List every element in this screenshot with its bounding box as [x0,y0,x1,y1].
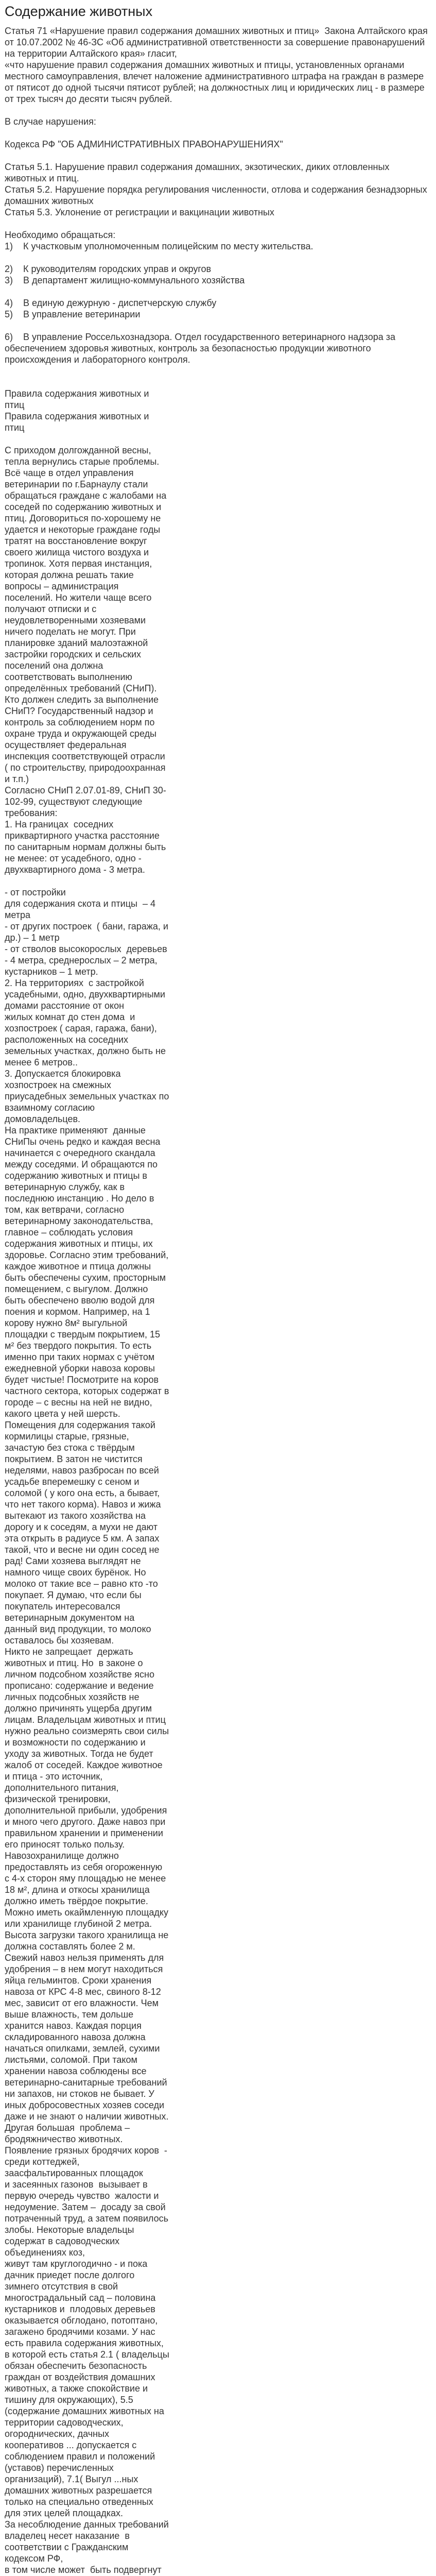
blank-line [5,365,433,377]
paragraph: - от других построек ( бани, гаража, и др.) – 1 метр [5,921,171,943]
blank-line [5,433,169,445]
paragraph: Кодекса РФ "ОБ АДМИНИСТРАТИВНЫХ ПРАВОНАРУШЕНИЯХ" [5,139,283,149]
blank-line [5,377,433,388]
paragraph: Согласно СНиП 2.07.01-89, СНиП 30-102-99, существуют следующие требования: [5,785,166,818]
paragraph: Другая большая проблема – бродяжничество животных. Появление грязных бродячих коров - среди коттеджей, заасфальтированных площадок и засеянных газонов вызывает в первую очередь чувство жалости и недоумение. Затем – досаду за свой потраченный труд, а затем появилось злобы. Некоторые владельцы содержат в садоводческих объединениях коз, живут там круглогодично - и пока дачник приедет после долгого зимнего отсутствия в свой многострадальный сад – половина кустарников и плодовых деревьев оказывается обглодано, потоптано, загажено бродячими козами. У нас есть правила содержания животных, в которой есть статья 2.1 ( владельцы обязан обеспечить безопасность граждан от воздействия домашних животных, а также спокойствие и тишину для окружающих), 5.5 (содержание домашних животных на территории садоводческих, огороднических, дачных кооперативов ... допускается с соблюдением правил и положений (уставов) перечисленных организаций), 7.1( Выгул ...ных домашних животных разрешается только на специально отведенных для этих целей площадках. [5,2123,169,2518]
blank-line [5,875,169,887]
paragraph: 3. Допускается блокировка хозпостроек на смежных приусадебных земельных участках по взаимному согласию домовладельцев. [5,1069,172,1124]
paragraph: Правила содержания животных и птиц [5,411,152,433]
paragraph: Никто не запрещает держать животных и птиц. Но в законе о личном подсобном хозяйстве ясно прописано: содержание и ведение личных подсобных хозяйств не должно причинять ущерба другим лицам. Владельцам животных и птиц нужно реально соизмерять свои силы и возможности по содержанию и уходу за животных. Тогда не будет жалоб от соседей. Каждое животное и птица - это источник, дополнительного питания, физической тренировки, дополнительной прибыли, удобрения и много чего другого. Даже навоз при правильном хранении и применении его приносят только пользу. Навозохранилище должно предоставлять из себя огороженную с 4-х сторон яму площадью не менее 18 м², длина и откосы хранилища должно иметь твёрдое покрытие. Можно иметь окаймленную площадку или хранилище глубиной 2 метра. Высота загрузки такого хранилища не должна составлять более 2 м. Свежий навоз нельзя применять для удобрения – в нем могут находиться яйца гельминтов. Сроки хранения навоза от КРС 4-8 мес, свиного 8-12 мес, зависит от его влажности. Чем выше влажность, тем дольше хранится навоз. Каждая порция складированного навоза должна начаться опилками, землей, сухими листьями, соломой. При таком хранении навоза соблюдены все ветеринарно-санитарные требований ни запахов, ни стоков не бывает. У иных добросовестных хозяев соседи даже и не знают о наличии животных. [5,1647,172,2122]
paragraph: - от постройки для содержания скота и птицы – 4 метра [5,887,156,920]
document-body [5,25,433,2576]
paragraph: 2. На территориях с застройкой усадебными, одно, двухквартирными домами расстояние от окон жилых комнат до стен дома и хозпостроек ( сарая, гаража, бани), расположенных на соседних земельных участках, должно быть не менее 6 метров.. [5,978,166,1067]
blank-line [5,218,433,229]
paragraph: С приходом долгожданной весны, тепла вернулись старые проблемы. Всё чаще в отдел управления ветеринарии по г.Барнаулу стали обращаться граждане с жалобами на соседей по содержанию животных и птиц. Договориться по-хорошему не удается и некоторые граждане годы тратят на восстановление вокруг своего жилища чистого воздуха и тропинок. Хотя первая инстанция, которая должна решать такие вопросы – администрация поселений. Но жители чаще всего получают отписки и с неудовлетворенными хозяевами ничего поделать не могут. При планировке зданий малоэтажной застройки городских и сельских поселений она должна соответствовать выполнению определённых требований (СНиП). Кто должен следить за выполнение СНиП? Государственный надзор и контроль за соблюдением норм по охране труда и окружающей среды осуществляет федеральная инспекция соответствующей отрасли ( по строительству, природоохранная и т.п.) [5,445,167,784]
paragraph: За несоблюдение данных требований владелец несет наказание в соответствии с Гражданским кодексом РФ, в том числе может быть подвергнут [5,2519,169,2575]
blank-line [5,150,433,161]
paragraph: Статья 5.1. Нарушение правил содержания домашних, экзотических, диких отловленных животных и птиц. Статья 5.2. Нарушение порядка регулирования численности, отлова и содержания безнадзорных домашних животных Статья 5.3. Уклонение от регистрации и вакцинации животных [5,162,427,217]
paragraph: Необходимо обращаться: 1) К участковым уполномоченным полицейским по месту жительства. 2) К руководителям городских управ и округов 3) В департамент жилищно-коммунального хозяйства 4) В единую дежурную - диспетчерскую службу 5) В управление ветеринарии 6) В управление Россельхознадзора. Отдел государственного ветеринарного надзора за обеспечением здоровья животных, контроль за безопасностью продукции животного происхождения и лабораторного контроля. [5,230,396,365]
paragraph: 1. На границах соседних приквартирного участка расстояние по санитарным нормам должны быть не менее: от усадебного, одно - двухквартирного дома - 3 метра. [5,819,169,875]
page-title: Содержание животных [5,4,153,19]
blank-line [5,127,433,139]
paragraph: Правила содержания животных и птиц [5,388,152,410]
blank-line [5,105,433,116]
paragraph: В случае нарушения: [5,116,96,127]
paragraph: На практике применяют данные СНиПы очень редко и каждая весна начинается с очередного скандала между соседями. И обращаются по содержанию животных и птицы в ветеринарную службу, как в последнюю инстанцию . Но дело в том, как ветврачи, согласно ветеринарному законодательства, главное – соблюдать условия содержания животных и птицы, их здоровье. Согласно этим требований, каждое животное и птица должны быть обеспечены сухим, просторным помещением, с выгулом. Должно быть обеспечено вволю водой для поения и кормом. Например, на 1 корову нужно 8м² выгульной площадки с твердым покрытием, 15 м² без твердого покрытия. То есть именно при таких нормах с учётом ежедневной уборки навоза коровы будет чистые! Посмотрите на коров частного сектора, которых содержат в городе – с весны на ней не видно, какого цвета у ней шерсть. Помещения для содержания такой кормилицы старые, грязные, зачастую без стока с твёрдым покрытием. В затон не чистится неделями, навоз разбросан по всей усадьбе вперемешку с сеном и соломой ( у кого она есть, а бывает, что нет такого корма). Навоз и жижа вытекают из такого хозяйства на дорогу и к соседям, а мухи не дают эта открыть в радиусе 5 км. А запах такой, что и весне ни один сосед не рад! Сами хозяева выглядят не намного чище своих бурёнок. Но молоко от такие все – равно кто -то покупает. Я думаю, что если бы покупатель интересовался ветеринарным документом на данный вид продукции, то молоко оставалось бы хозяевам. [5,1125,169,1646]
document [5,3,433,2576]
paragraph: - от стволов высокорослых деревьев - 4 метра, среднерослых – 2 метра, кустарников – 1 метр. [5,944,170,977]
paragraph: Статья 71 «Нарушение правил содержания домашних животных и птиц» Закона Алтайского края от 10.07.2002 № 46-ЗС «Об административной ответственности за совершение правонарушений на территории Алтайского края» гласит, «что нарушение правил содержания домашних животных и птицы, установленных органами местного самоуправления, влечет наложение административного штрафа на граждан в размере от пятисот до одной тысячи пятисот рублей; на должностных лиц и юридических лиц - в размере от трех тысяч до десяти тысяч рублей. [5,26,428,104]
